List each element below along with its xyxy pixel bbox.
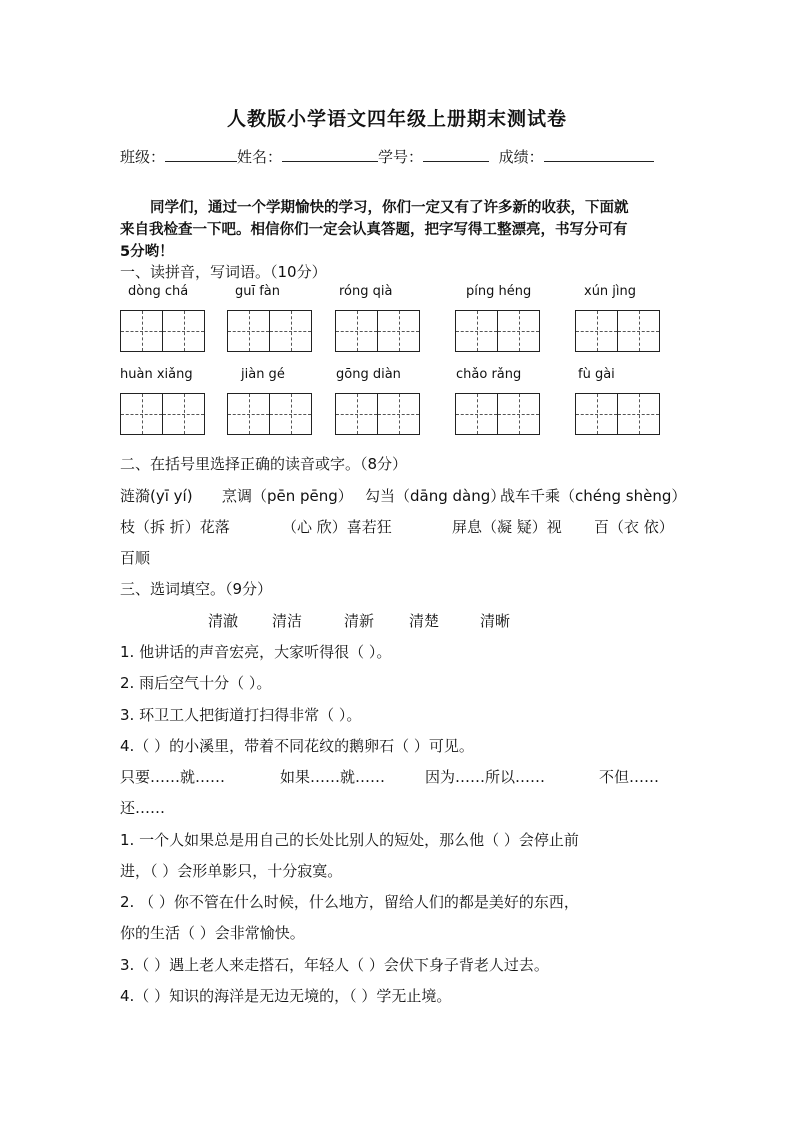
writing-box[interactable] [575, 393, 618, 435]
writing-box[interactable] [455, 393, 498, 435]
intro-line-3: 5分哟！ [120, 244, 174, 260]
fill-question-3: 3. 环卫工人把街道打扫得非常（ ）。 [120, 706, 362, 724]
student-info-line [120, 146, 654, 167]
word-choice: 清楚 [409, 612, 440, 630]
writing-box[interactable] [227, 393, 270, 435]
word-choice: 清晰 [480, 612, 511, 630]
writing-box[interactable] [575, 310, 618, 352]
writing-box[interactable] [617, 310, 660, 352]
fill-question-1: 1. 他讲话的声音宏亮，大家听得很（ ）。 [120, 643, 392, 661]
pinyin-2-4: chǎo rǎng [456, 367, 522, 382]
writing-box[interactable] [120, 310, 163, 352]
id-label: 学号： [378, 148, 424, 166]
conj-question-3: 3.（ ）遇上老人来走搭石，年轻人（ ）会伏下身子背老人过去。 [120, 956, 549, 974]
writing-box[interactable] [455, 310, 498, 352]
s2-item-6: （心 欣）喜若狂 [282, 518, 392, 536]
word-choice: 清洁 [272, 612, 303, 630]
word-choice: 清新 [344, 612, 375, 630]
pinyin-1-4: píng héng [466, 284, 532, 299]
id-blank[interactable] [423, 147, 489, 162]
pinyin-1-3: róng qià [339, 284, 393, 299]
s2-item-7: 屏息（凝 疑）视 [452, 518, 562, 536]
pinyin-1-5: xún jìng [584, 284, 637, 299]
pinyin-1-2: guī fàn [235, 284, 281, 299]
s2-item-2: 烹调（pēn pēng） [222, 487, 353, 505]
conjunction-choice: 不但…… [599, 768, 660, 786]
writing-box[interactable] [269, 310, 312, 352]
conjunction-choice: 只要……就…… [120, 768, 226, 786]
score-label: 成绩： [498, 148, 544, 166]
conjunction-choice: 如果……就…… [280, 768, 386, 786]
writing-box[interactable] [497, 393, 540, 435]
fill-question-4: 4.（ ）的小溪里，带着不同花纹的鹅卵石（ ）可见。 [120, 737, 474, 755]
section-2-heading: 二、在括号里选择正确的读音或字。（8分） [120, 455, 408, 473]
class-label: 班级： [120, 148, 166, 166]
conj-question-1b: 进，（ ）会形单影只，十分寂寞。 [120, 862, 343, 880]
s2-item-8-cont: 百顺 [120, 549, 151, 567]
conjunction-choice-cont: 还…… [120, 799, 166, 817]
fill-question-2: 2. 雨后空气十分（ ）。 [120, 674, 272, 692]
pinyin-1-1: dòng chá [128, 284, 189, 299]
s2-item-1: 涟漪(yī yí) [120, 487, 193, 505]
writing-box[interactable] [162, 310, 205, 352]
section-1-heading: 一、读拼音，写词语。（10分） [120, 263, 327, 281]
name-label: 姓名： [237, 148, 283, 166]
intro-line-1: 同学们，通过一个学期愉快的学习，你们一定又有了许多新的收获，下面就 [150, 200, 629, 216]
s2-item-5: 枝（拆 折）花落 [120, 518, 230, 536]
writing-box[interactable] [269, 393, 312, 435]
s2-item-8: 百（衣 依） [594, 518, 674, 536]
writing-box[interactable] [377, 393, 420, 435]
pinyin-2-2: jiàn gé [241, 367, 285, 382]
writing-box[interactable] [162, 393, 205, 435]
conjunction-choice: 因为……所以…… [425, 768, 546, 786]
word-choice: 清澈 [208, 612, 239, 630]
writing-box[interactable] [497, 310, 540, 352]
s2-item-3: 勾当（dāng dàng） [365, 487, 506, 505]
writing-box[interactable] [377, 310, 420, 352]
s2-item-4: 战车千乘（chéng shèng） [500, 487, 687, 505]
page-title: 人教版小学语文四年级上册期末测试卷 [226, 108, 567, 130]
writing-box[interactable] [335, 310, 378, 352]
writing-box[interactable] [617, 393, 660, 435]
conj-question-1a: 1. 一个人如果总是用自己的长处比别人的短处，那么他（ ）会停止前 [120, 831, 579, 849]
score-blank[interactable] [544, 147, 654, 162]
section-3-heading: 三、选词填空。（9分） [120, 580, 273, 598]
writing-box[interactable] [120, 393, 163, 435]
intro-line-2: 来自我检查一下吧。相信你们一定会认真答题，把字写得工整漂亮，书写分可有 [120, 222, 628, 238]
conj-question-2b: 你的生活（ ）会非常愉快。 [120, 924, 305, 942]
name-blank[interactable] [282, 147, 378, 162]
pinyin-2-1: huàn xiǎng [120, 367, 193, 382]
class-blank[interactable] [165, 147, 237, 162]
pinyin-2-3: gōng diàn [336, 367, 401, 382]
pinyin-2-5: fù gài [578, 367, 615, 382]
conj-question-2a: 2. （ ）你不管在什么时候，什么地方，留给人们的都是美好的东西， [120, 893, 579, 911]
conj-question-4: 4.（ ）知识的海洋是无边无境的，（ ）学无止境。 [120, 987, 452, 1005]
writing-box[interactable] [335, 393, 378, 435]
intro-paragraph [120, 197, 676, 263]
writing-box[interactable] [227, 310, 270, 352]
